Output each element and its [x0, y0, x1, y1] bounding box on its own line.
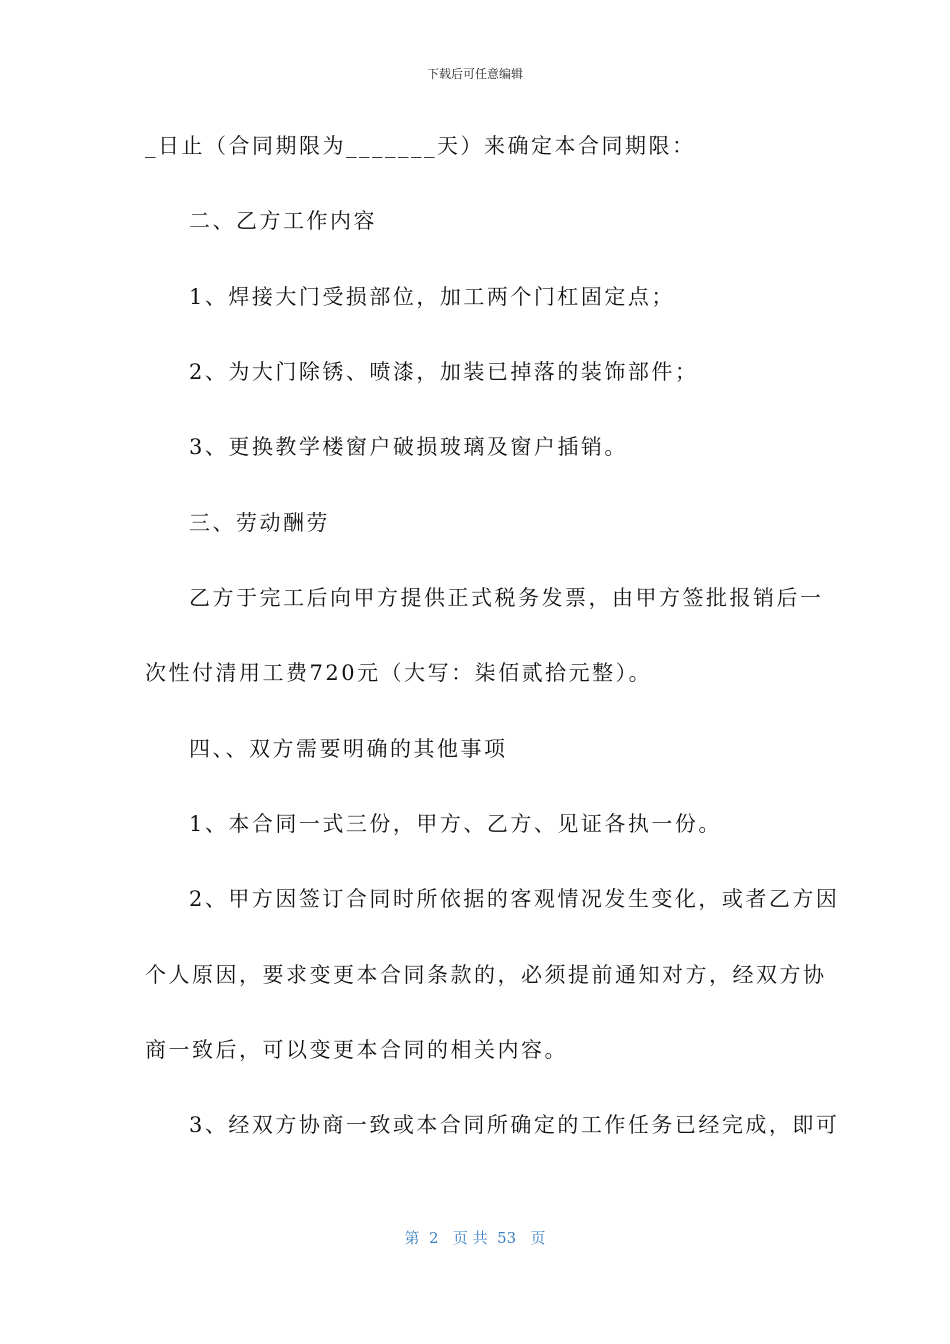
body-line-7: 乙方于完工后向甲方提供正式税务发票，由甲方签批报销后一: [189, 586, 824, 610]
body-line-3: 1、焊接大门受损部位，加工两个门杠固定点；: [189, 285, 675, 309]
section-heading-2: 二、乙方工作内容: [189, 209, 377, 233]
body-line-12: 个人原因，要求变更本合同条款的，必须提前通知对方，经双方协: [145, 963, 827, 987]
body-line-8: 次性付清用工费720元（大写：柒佰贰拾元整）。: [145, 661, 653, 685]
body-line-13: 商一致后，可以变更本合同的相关内容。: [145, 1038, 568, 1062]
page-header: 下载后可任意编辑: [426, 67, 523, 81]
section-heading-4: 四、、双方需要明确的其他事项: [189, 737, 508, 761]
page-footer: [0, 1228, 950, 1248]
body-line-1: _日止（合同期限为_______天）来确定本合同期限：: [145, 134, 696, 158]
body-line-11: 2、甲方因签订合同时所依据的客观情况发生变化，或者乙方因: [189, 887, 840, 911]
page-number-label: 第 2 页 共 53 页: [404, 1229, 546, 1247]
section-heading-3: 三、劳动酬劳: [189, 511, 330, 535]
body-line-14: 3、经双方协商一致或本合同所确定的工作任务已经完成，即可: [189, 1113, 840, 1137]
body-line-4: 2、为大门除锈、喷漆，加装已掉落的装饰部件；: [189, 360, 699, 384]
body-line-10: 1、本合同一式三份，甲方、乙方、见证各执一份。: [189, 812, 722, 836]
body-line-5: 3、更换教学楼窗户破损玻璃及窗户插销。: [189, 435, 628, 459]
